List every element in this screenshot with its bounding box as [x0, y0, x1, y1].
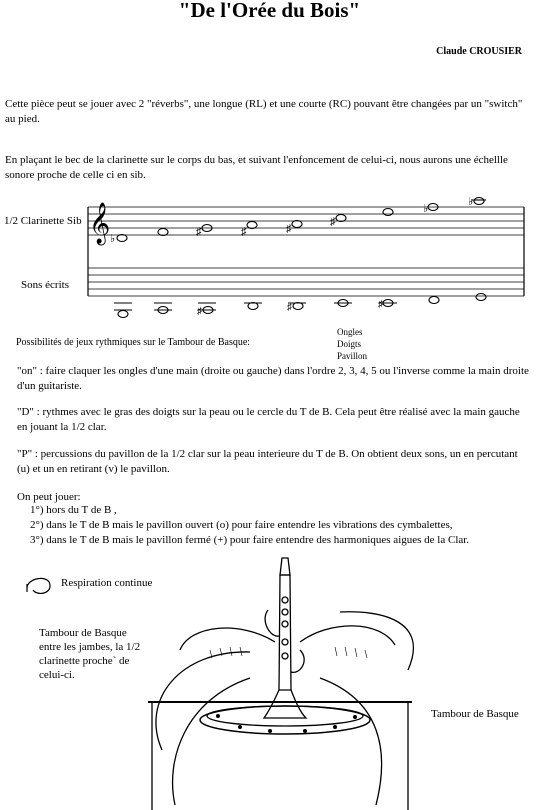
svg-text:♭: ♭ [110, 233, 116, 245]
page-title: "De l'Orée du Bois" [178, 0, 361, 22]
circular-breathing-label: Respiration continue [61, 577, 153, 589]
svg-text:♯: ♯ [241, 226, 247, 238]
clarinet-notes [110, 196, 486, 245]
treble-clef-icon: 𝄞 [89, 203, 111, 244]
svg-text:♭: ♭ [423, 203, 429, 215]
written-sounds-label: Sons écrits [21, 279, 69, 291]
on-technique-text: "on" : faire claquer les ongles d'une main (droite ou gauche) dans l'ordre 2, 3, 4, 5 ou l'inverse comme la main droite d'un guitariste. [17, 365, 529, 392]
circular-breathing-icon [23, 572, 55, 598]
legend-item: Ongles [337, 327, 363, 337]
music-score [0, 190, 539, 330]
intro-paragraph: Cette pièce peut se jouer avec 2 "réverbs", une longue (RL) et une courte (RC) pouvant être changées par un "switch" au pied. [5, 98, 523, 125]
technique-legend [337, 326, 367, 362]
author-name: Claude CROUSIER [436, 46, 522, 57]
tambourine-caption: Tambour de Basque entre les jambes, la 1/2 clarinette proche` de celui-ci. [39, 627, 141, 681]
svg-text:♯: ♯ [197, 306, 202, 317]
svg-text:♯: ♯ [287, 302, 292, 313]
play-option: 3°) dans le T de B mais le pavillon fermé (+) pour faire entendre des harmoniques aigues de la Clar. [30, 534, 470, 546]
svg-text:♯: ♯ [196, 226, 202, 238]
p-technique-text: "P" : percussions du pavillon de la 1/2 clar sur la peau interieure du T de B. On obtient deux sons, un en percutant (u) et un en retirant (v) le pavillon. [17, 448, 518, 475]
tambourine-label: Tambour de Basque [431, 708, 519, 720]
svg-text:♯: ♯ [330, 216, 336, 228]
legend-item: Pavillon [337, 351, 368, 361]
scale-paragraph: En plaçant le bec de la clarinette sur le corps du bas, et suivant l'enfoncement de celui-ci, nous aurons une échellle sonore proche de celle ci en sib. [5, 154, 508, 181]
svg-text:♯: ♯ [286, 223, 292, 235]
rhythm-possibilities-heading: Possibilités de jeux rythmiques sur le Tambour de Basque: [16, 337, 251, 348]
play-option: 2°) dans le T de B mais le pavillon ouvert (o) pour faire entendre les vibrations des cymbalettes, [30, 519, 453, 531]
performer-illustration [140, 550, 430, 810]
svg-text:♭: ♭ [468, 196, 474, 208]
legend-item: Doigts [337, 339, 362, 349]
clarinet-staff-label: 1/2 Clarinette Sib [4, 215, 82, 227]
play-options-heading: On peut jouer: [17, 491, 81, 503]
play-option: 1°) hors du T de B , [30, 504, 117, 516]
svg-text:♯: ♯ [378, 299, 383, 310]
d-technique-text: "D" : rythmes avec le gras des doigts sur la peau ou le cercle du T de B. Cela peut être réalisé avec la main gauche en jouant la 1/2 clar. [17, 406, 520, 433]
written-notes [114, 294, 486, 318]
